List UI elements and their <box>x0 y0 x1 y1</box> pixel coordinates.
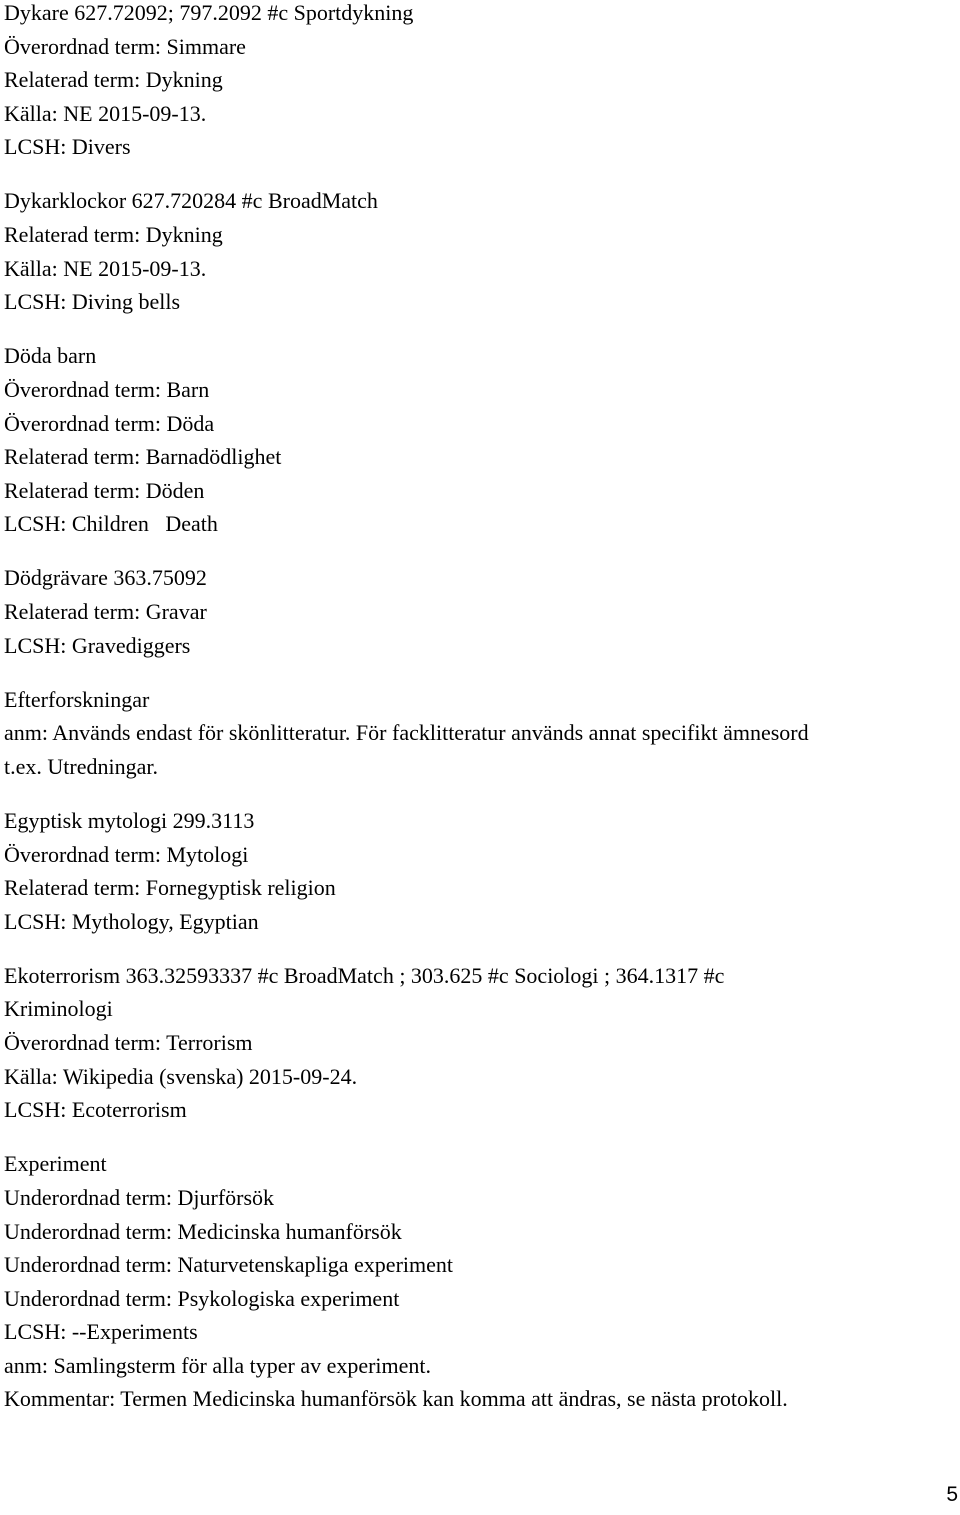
lcsh: LCSH: Diving bells <box>4 289 181 315</box>
broader-term: Överordnad term: Simmare <box>4 33 246 59</box>
entry-heading: Experiment <box>4 1151 107 1177</box>
comment: Kommentar: Termen Medicinska humanförsök kan komma att ändras, se nästa protokoll. <box>4 1386 788 1412</box>
broader-term: Överordnad term: Terrorism <box>4 1030 253 1056</box>
entry-dykarklockor <box>4 184 949 318</box>
broader-term: Överordnad term: Mytologi <box>4 841 249 867</box>
lcsh: LCSH: Ecoterrorism <box>4 1097 187 1123</box>
document-body <box>4 0 949 1437</box>
entry-heading: Ekoterrorism 363.32593337 #c BroadMatch ; 303.625 #c Sociologi ; 364.1317 #c <box>4 962 725 988</box>
scope-note: anm: Används endast för skönlitteratur. För facklitteratur används annat specifikt ämnesord <box>4 720 809 746</box>
lcsh: LCSH: Divers <box>4 134 131 160</box>
related-term: Relaterad term: Fornegyptisk religion <box>4 875 336 901</box>
entry-ekoterrorism <box>4 959 949 1127</box>
entry-dodgravare <box>4 561 949 662</box>
entry-heading: Egyptisk mytologi 299.3113 <box>4 807 255 833</box>
source: Källa: Wikipedia (svenska) 2015-09-24. <box>4 1063 358 1089</box>
entry-heading: Döda barn <box>4 343 97 369</box>
entry-doda-barn <box>4 339 949 541</box>
entry-heading: Dykare 627.72092; 797.2092 #c Sportdykning <box>4 0 414 25</box>
source: Källa: NE 2015-09-13. <box>4 100 207 126</box>
lcsh: LCSH: Children Death <box>4 511 218 537</box>
narrower-term: Underordnad term: Naturvetenskapliga experiment <box>4 1252 454 1278</box>
related-term: Relaterad term: Dykning <box>4 67 223 93</box>
lcsh: LCSH: Mythology, Egyptian <box>4 908 259 934</box>
related-term: Relaterad term: Döden <box>4 477 205 503</box>
entry-heading-continued: Kriminologi <box>4 996 113 1022</box>
entry-heading: Dykarklockor 627.720284 #c BroadMatch <box>4 188 378 214</box>
broader-term: Överordnad term: Döda <box>4 410 215 436</box>
related-term: Relaterad term: Barnadödlighet <box>4 444 282 470</box>
entry-heading: Efterforskningar <box>4 686 150 712</box>
scope-note: anm: Samlingsterm för alla typer av experiment. <box>4 1352 432 1378</box>
scope-note-continued: t.ex. Utredningar. <box>4 753 158 779</box>
narrower-term: Underordnad term: Djurförsök <box>4 1184 275 1210</box>
lcsh: LCSH: --Experiments <box>4 1319 198 1345</box>
narrower-term: Underordnad term: Medicinska humanförsök <box>4 1218 402 1244</box>
broader-term: Överordnad term: Barn <box>4 376 210 402</box>
entry-efterforskningar <box>4 683 949 784</box>
entry-dykare <box>4 0 949 164</box>
entry-heading: Dödgrävare 363.75092 <box>4 565 207 591</box>
entry-experiment <box>4 1147 949 1416</box>
lcsh: LCSH: Gravediggers <box>4 632 191 658</box>
related-term: Relaterad term: Dykning <box>4 222 223 248</box>
related-term: Relaterad term: Gravar <box>4 599 207 624</box>
source: Källa: NE 2015-09-13. <box>4 255 207 281</box>
narrower-term: Underordnad term: Psykologiska experiment <box>4 1285 400 1311</box>
page-number: 5 <box>946 1483 958 1506</box>
entry-egyptisk-mytologi <box>4 804 949 938</box>
